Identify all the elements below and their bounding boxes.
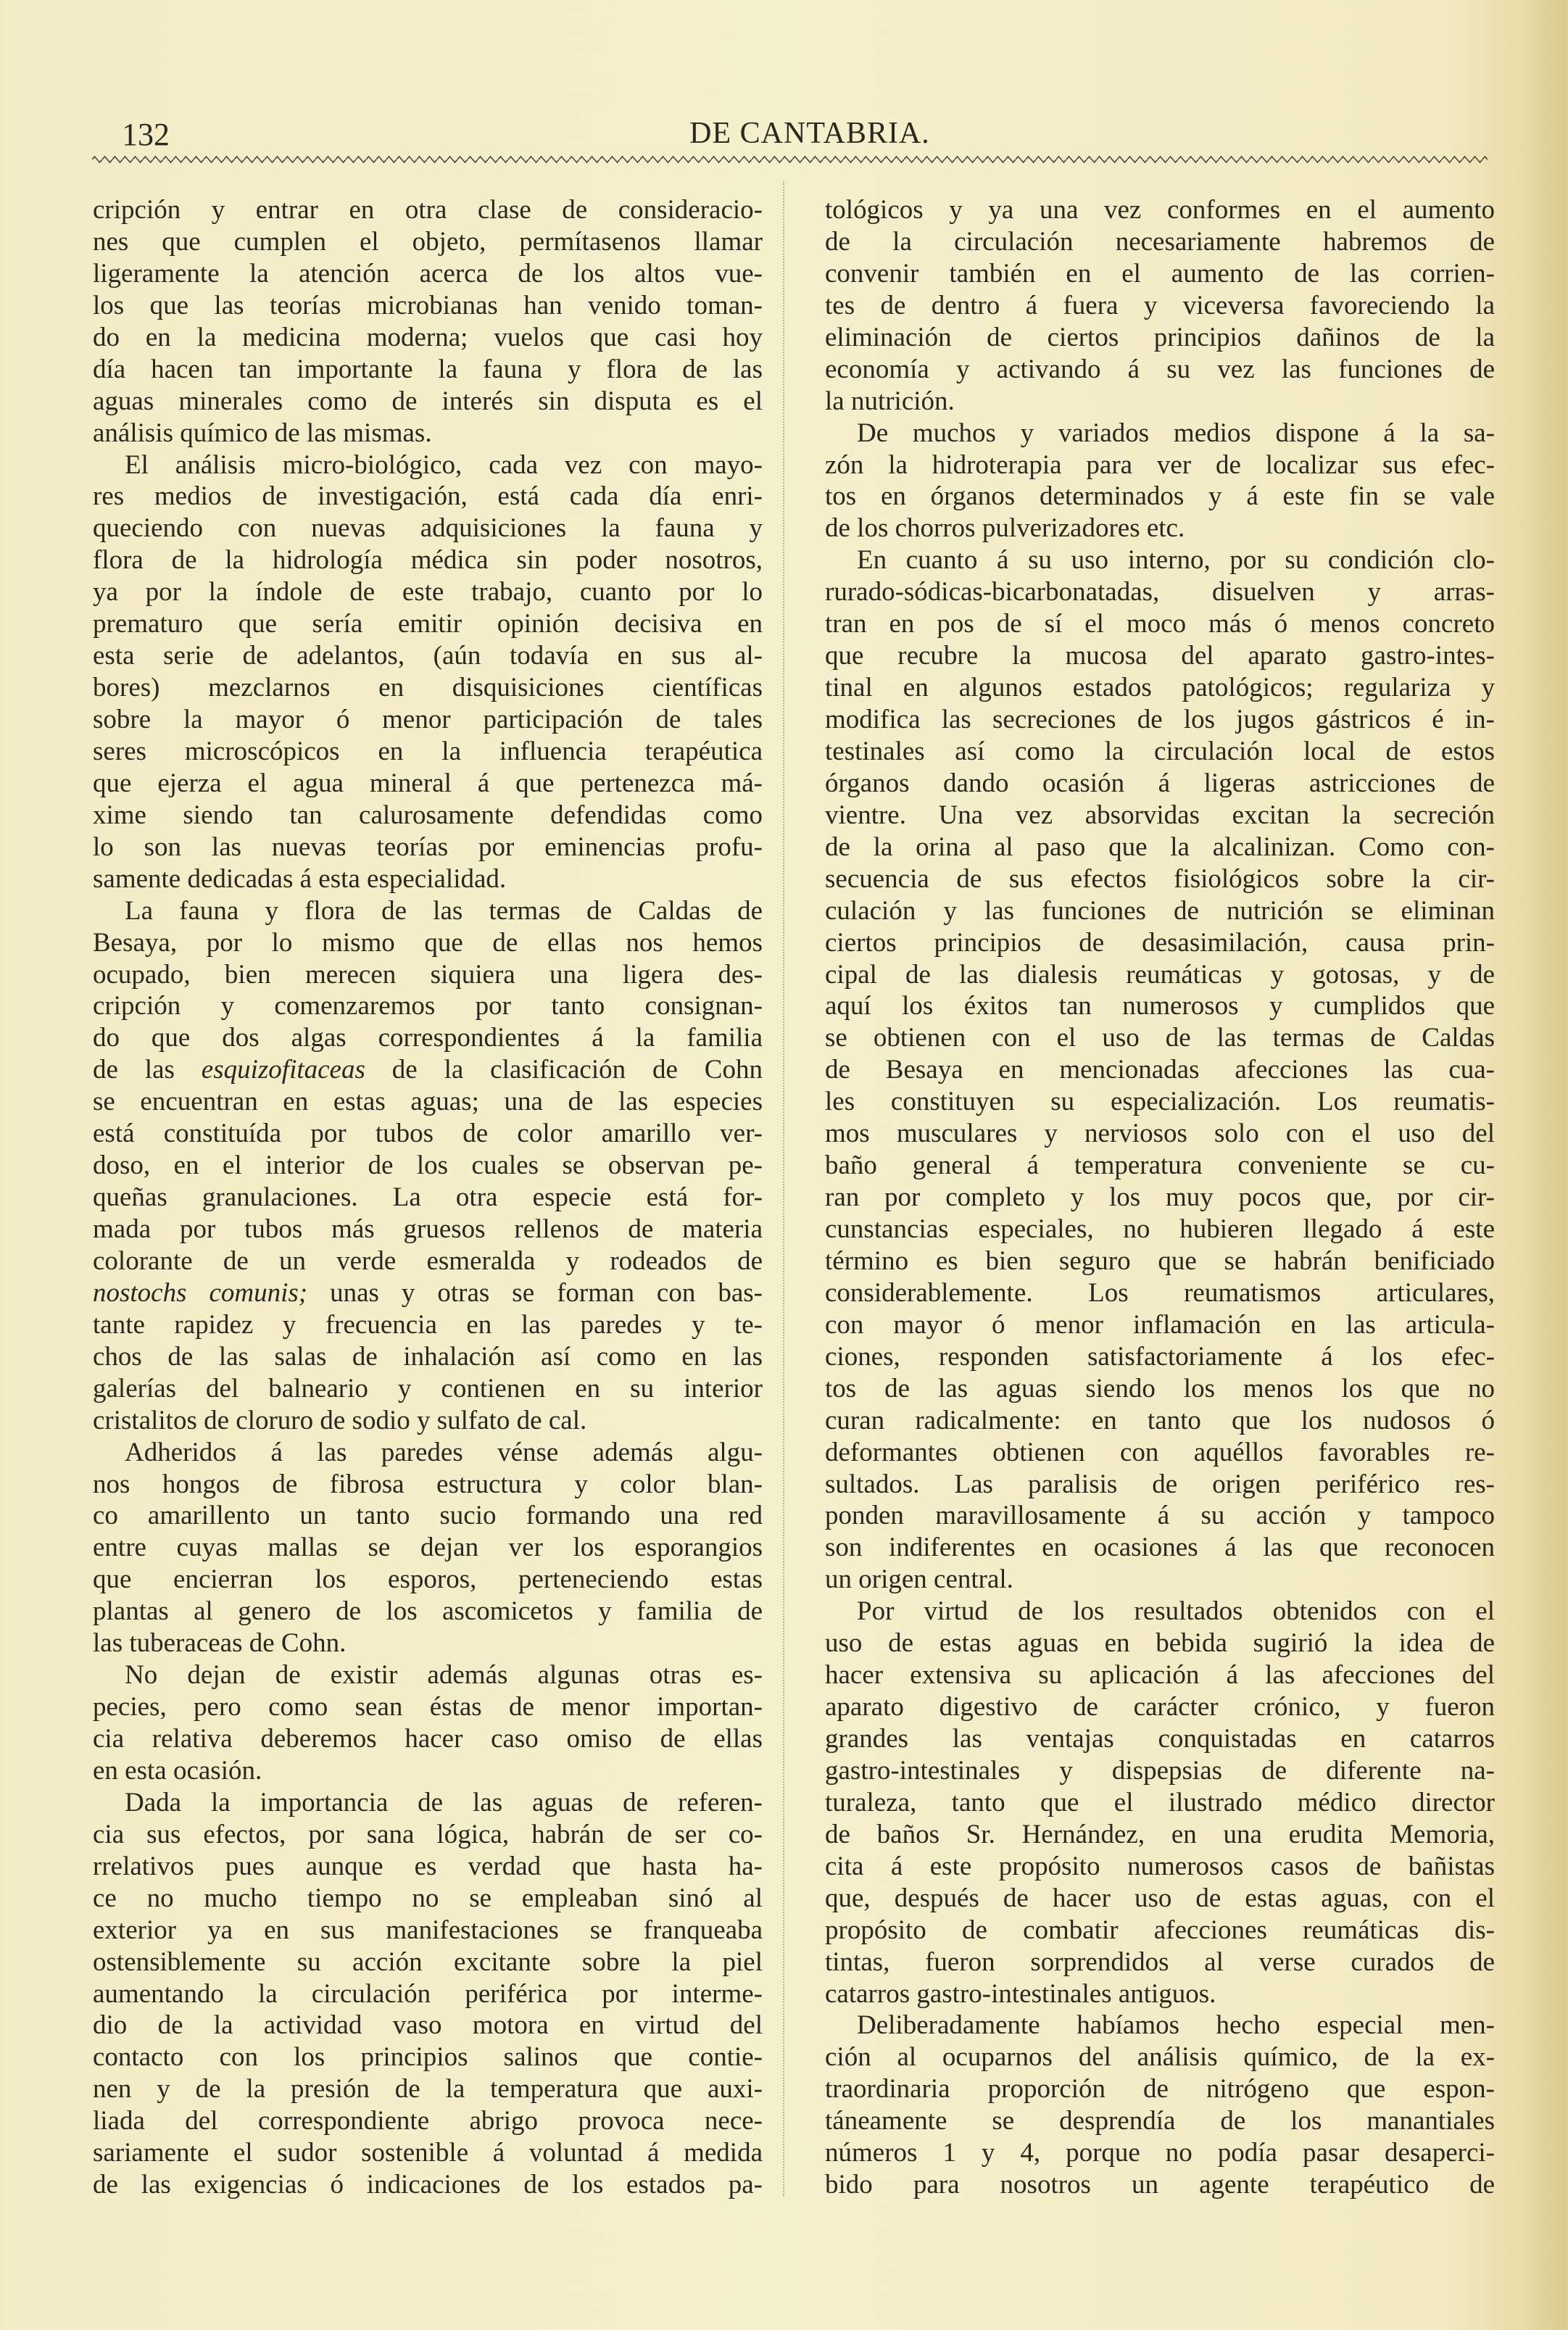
text-line: que encierran los esporos, perteneciendo estas: [93, 1564, 763, 1595]
text-line: modifica las secreciones de los jugos gástricos é in-: [825, 705, 1495, 734]
text-line: aquí los éxitos tan numerosos y cumplidos que: [825, 991, 1495, 1021]
text-line: liada del correspondiente abrigo provoca nece-: [93, 2106, 763, 2136]
text-line: ción al ocuparnos del análisis químico, de la ex-: [825, 2042, 1495, 2073]
text-line: órganos dando ocasión á ligeras astricciones de: [825, 768, 1495, 798]
text-line: cita á este propósito numerosos casos de bañistas: [825, 1851, 1495, 1881]
text-line: baño general á temperatura conveniente se cu-: [825, 1151, 1495, 1181]
text-line: tológicos y ya una vez conformes en el aumento: [825, 195, 1495, 225]
text-line: se obtienen con el uso de las termas de Caldas: [825, 1023, 1495, 1053]
text-line: Besaya, por lo mismo que de ellas nos hemos: [93, 927, 763, 958]
text-line: tes de dentro á fuera y viceversa favoreciendo la: [825, 290, 1495, 320]
text-line: ce no mucho tiempo no se empleaban sinó al: [93, 1883, 763, 1913]
text-line: ocupado, bien merecen siquiera una ligera des-: [93, 959, 763, 990]
text-line: zón la hidroterapia para ver de localizar sus efec-: [825, 449, 1495, 480]
text-line: sultados. Las paralisis de origen periférico res-: [825, 1469, 1495, 1499]
right-column: [825, 194, 1495, 2201]
text-line: se encuentran en estas aguas; una de las especies: [93, 1087, 763, 1117]
text-line: con mayor ó menor inflamación en las articula-: [825, 1309, 1495, 1340]
text-line: considerablemente. Los reumatismos articulares,: [825, 1277, 1495, 1308]
text-line: tran en pos de sí el moco más ó menos concreto: [825, 609, 1495, 639]
text-line: nen y de la presión de la temperatura que auxi-: [93, 2074, 763, 2105]
text-line: la nutrición.: [825, 386, 955, 416]
text-line: ponden maravillosamente á su acción y tampoco: [825, 1501, 1495, 1531]
text-line: La fauna y flora de las termas de Caldas de: [125, 895, 763, 926]
text-line: números 1 y 4, porque no podía pasar desaperci-: [825, 2138, 1495, 2168]
text-line: No dejan de existir además algunas otras es-: [125, 1660, 763, 1691]
text-line: vientre. Una vez absorvidas excitan la secreción: [825, 800, 1495, 830]
text-line: está constituída por tubos de color amarillo ver-: [93, 1119, 763, 1149]
text-line: pecies, pero como sean éstas de menor importan-: [93, 1692, 763, 1722]
text-line: uso de estas aguas en bebida sugirió la idea de: [825, 1628, 1495, 1659]
text-line: culación y las funciones de nutrición se eliminan: [825, 895, 1495, 926]
text-line: De muchos y variados medios dispone á la sa-: [857, 418, 1495, 448]
text-line: nes que cumplen el objeto, permítasenos llamar: [93, 226, 763, 257]
text-line: nos hongos de fibrosa estructura y color blan-: [93, 1469, 763, 1499]
text-line: plantas al genero de los ascomicetos y familia de: [93, 1596, 763, 1627]
text-line: mos musculares y nerviosos solo con el uso del: [825, 1119, 1495, 1149]
text-line: aparato digestivo de carácter crónico, y fueron: [825, 1692, 1495, 1722]
text-line: eliminación de ciertos principios dañinos de la: [825, 322, 1495, 352]
text-line: cipal de las dialesis reumáticas y gotosas, y de: [825, 959, 1495, 990]
text-line: grandes las ventajas conquistadas en catarros: [825, 1724, 1495, 1754]
text-line: Deliberadamente habíamos hecho especial men-: [857, 2010, 1495, 2041]
text-line: son indiferentes en ocasiones á las que reconocen: [825, 1533, 1495, 1563]
text-line: En cuanto á su uso interno, por su condición clo-: [857, 545, 1495, 576]
running-head: DE CANTABRIA.: [689, 117, 930, 150]
text-line: traordinaria proporción de nitrógeno que espon-: [825, 2074, 1495, 2105]
text-line: ligeramente la atención acerca de los altos vue-: [93, 258, 763, 289]
text-line: tos en órganos determinados y á este fin se vale: [825, 481, 1495, 512]
text-line: análisis químico de las mismas.: [93, 418, 432, 448]
text-line: secuencia de sus efectos fisiológicos sobre la cir-: [825, 863, 1495, 894]
text-line: táneamente se desprendía de los manantiales: [825, 2106, 1495, 2136]
text-segment: de la clasificación de Cohn: [365, 1055, 763, 1085]
text-line: curan radicalmente: en tanto que los nudosos ó: [825, 1405, 1495, 1435]
text-line: galerías del balneario y contienen en su interior: [93, 1373, 763, 1404]
text-line: de los chorros pulverizadores etc.: [825, 513, 1185, 544]
text-line: prematuro que sería emitir opinión decisiva en: [93, 609, 763, 639]
text-line: catarros gastro-intestinales antiguos.: [825, 1978, 1216, 2009]
text-line: término es bien seguro que se habrán benificiado: [825, 1245, 1495, 1276]
text-line: cia sus efectos, por sana lógica, habrán de ser co-: [93, 1819, 763, 1849]
text-line: ciones, responden satisfactoriamente á los efec-: [825, 1341, 1495, 1372]
italic-term: esquizofitaceas: [201, 1055, 365, 1085]
page-number: 132: [122, 117, 170, 152]
italic-term: nostochs comunis;: [93, 1277, 308, 1308]
text-line: Por virtud de los resultados obtenidos con el: [857, 1596, 1495, 1627]
text-line: que recubre la mucosa del aparato gastro-intes-: [825, 641, 1495, 671]
text-line: les constituyen su especialización. Los reumatis-: [825, 1087, 1495, 1117]
column-divider: [783, 181, 784, 2197]
text-line: exterior ya en sus manifestaciones se franqueaba: [93, 1915, 763, 1945]
text-line: ya por la índole de este trabajo, cuanto por lo: [93, 577, 763, 608]
text-line: esta serie de adelantos, (aún todavía en sus al-: [93, 641, 763, 671]
text-line: xime siendo tan calurosamente defendidas como: [93, 800, 763, 830]
text-line: res medios de investigación, está cada día enri-: [93, 481, 763, 512]
text-line: queñas granulaciones. La otra especie está for-: [93, 1182, 763, 1213]
text-line: [93, 1054, 763, 1086]
text-line: flora de la hidrología médica sin poder nosotros,: [93, 545, 763, 576]
text-line: dio de la actividad vaso motora en virtud del: [93, 2010, 763, 2041]
text-line: contacto con los principios salinos que contie-: [93, 2042, 763, 2073]
left-column: [93, 194, 763, 2201]
text-line: las tuberaceas de Cohn.: [93, 1628, 347, 1659]
text-line: cripción y entrar en otra clase de consideracio-: [93, 195, 763, 225]
text-line: de la orina al paso que la alcalinizan. Como con-: [825, 832, 1495, 862]
text-line: tos de las aguas siendo los menos los que no: [825, 1373, 1495, 1404]
text-line: turaleza, tanto que el ilustrado médico director: [825, 1787, 1495, 1817]
text-line: doso, en el interior de los cuales se observan pe-: [93, 1151, 763, 1181]
text-line: colorante de un verde esmeralda y rodeados de: [93, 1245, 763, 1276]
text-line: los que las teorías microbianas han venido toman-: [93, 290, 763, 320]
text-line: rurado-sódicas-bicarbonatadas, disuelven y arras-: [825, 577, 1495, 608]
text-line: aguas minerales como de interés sin disputa es el: [93, 386, 763, 416]
text-line: do en la medicina moderna; vuelos que casi hoy: [93, 322, 763, 352]
text-line: tintas, fueron sorprendidos al verse curados de: [825, 1946, 1495, 1977]
text-line: ostensiblemente su acción excitante sobre la piel: [93, 1946, 763, 1977]
text-line: seres microscópicos en la influencia terapéutica: [93, 736, 763, 766]
text-line: convenir también en el aumento de las corrien-: [825, 258, 1495, 289]
text-line: un origen central.: [825, 1564, 1013, 1595]
text-line: aumentando la circulación periférica por interme-: [93, 1978, 763, 2009]
text-line: lo son las nuevas teorías por eminencias profu-: [93, 832, 763, 862]
text-line: queciendo con nuevas adquisiciones la fauna y: [93, 513, 763, 544]
text-line: de Besaya en mencionadas afecciones las cua-: [825, 1055, 1495, 1085]
text-line: [93, 1277, 763, 1309]
wavy-rule: [92, 154, 1488, 165]
text-line: El análisis micro-biológico, cada vez con mayo-: [125, 449, 763, 480]
text-line: economía y activando á su vez las funciones de: [825, 354, 1495, 384]
text-line: de las exigencias ó indicaciones de los estados pa-: [93, 2170, 763, 2200]
text-line: cripción y comenzaremos por tanto consignan-: [93, 991, 763, 1021]
text-line: que ejerza el agua mineral á que pertenezca má-: [93, 768, 763, 798]
text-segment: unas y otras se forman con bas-: [307, 1277, 763, 1308]
text-line: entre cuyas mallas se dejan ver los esporangios: [93, 1533, 763, 1563]
text-line: bido para nosotros un agente terapéutico de: [825, 2170, 1495, 2200]
text-line: co amarillento un tanto sucio formando una red: [93, 1501, 763, 1531]
text-line: cunstancias especiales, no hubieren llegado á este: [825, 1214, 1495, 1244]
text-line: testinales así como la circulación local de estos: [825, 736, 1495, 766]
text-line: rrelativos pues aunque es verdad que hasta ha-: [93, 1851, 763, 1881]
text-line: samente dedicadas á esta especialidad.: [93, 863, 507, 894]
text-line: ciertos principios de desasimilación, causa prin-: [825, 927, 1495, 958]
text-line: chos de las salas de inhalación así como en las: [93, 1341, 763, 1372]
text-segment: de las: [93, 1055, 202, 1085]
text-line: sobre la mayor ó menor participación de tales: [93, 705, 763, 734]
text-line: gastro-intestinales y dispepsias de diferente na-: [825, 1755, 1495, 1786]
text-line: Dada la importancia de las aguas de referen-: [125, 1787, 763, 1817]
text-line: cia relativa deberemos hacer caso omiso de ellas: [93, 1724, 763, 1754]
text-line: de baños Sr. Hernández, en una erudita Memoria,: [825, 1819, 1495, 1849]
text-line: Adheridos á las paredes vénse además algu-: [125, 1437, 763, 1467]
text-line: propósito de combatir afecciones reumáticas dis-: [825, 1915, 1495, 1945]
text-line: deformantes obtienen con aquéllos favorables re-: [825, 1437, 1495, 1467]
text-line: de la circulación necesariamente habremos de: [825, 226, 1495, 257]
text-line: sariamente el sudor sostenible á voluntad á medida: [93, 2138, 763, 2168]
text-line: mada por tubos más gruesos rellenos de materia: [93, 1214, 763, 1244]
text-line: hacer extensiva su aplicación á las afecciones del: [825, 1660, 1495, 1691]
text-line: cristalitos de cloruro de sodio y sulfato de cal.: [93, 1405, 587, 1435]
text-line: que, después de hacer uso de estas aguas, con el: [825, 1883, 1495, 1913]
text-line: en esta ocasión.: [93, 1755, 262, 1786]
text-line: tinal en algunos estados patológicos; regulariza y: [825, 673, 1495, 703]
text-line: bores) mezclarnos en disquisiciones científicas: [93, 673, 763, 703]
text-line: día hacen tan importante la fauna y flora de las: [93, 354, 763, 384]
text-line: do que dos algas correspondientes á la familia: [93, 1023, 763, 1053]
text-line: ran por completo y los muy pocos que, por cir-: [825, 1182, 1495, 1213]
text-line: tante rapidez y frecuencia en las paredes y te-: [93, 1309, 763, 1340]
